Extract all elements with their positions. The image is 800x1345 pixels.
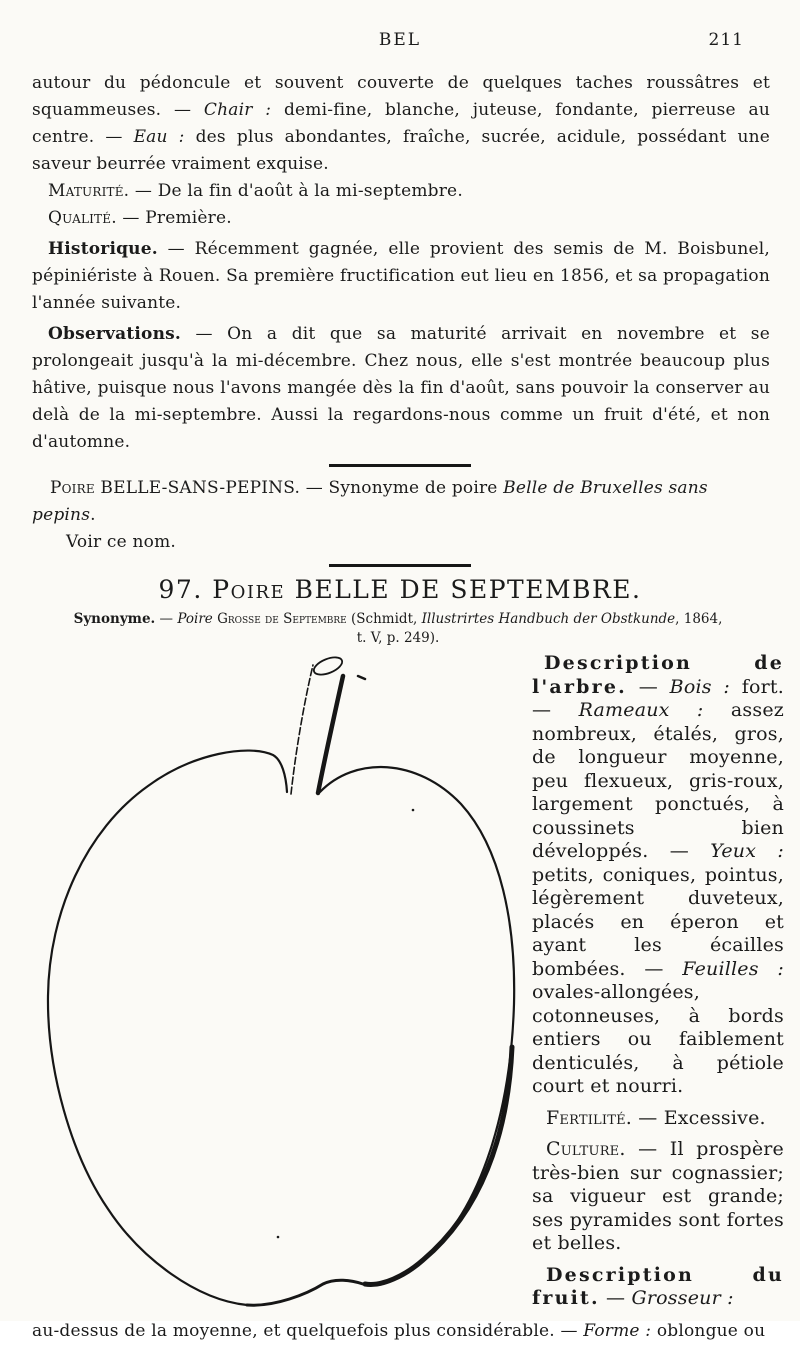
cross-reference-see-note: Voir ce nom.: [66, 532, 177, 552]
synonym-line-1: Synonyme. — Poire Grosse de Septembre (Schmidt, Illustrirtes Handbuch der Obstkunde, 1864,: [73, 611, 723, 627]
paragraph-fruit-continuation: autour du pédoncule et souvent couverte de quelques taches roussâtres et squammeuses. — Chair : demi-fine, blanche, juteuse, fondante, pierreuse au centre. — Eau : des plus abondantes, fraîche, sucrée, acidule, possédant une saveur beurrée vraiment exquise.: [32, 73, 771, 174]
paragraph-historique: Historique. — Récemment gagnée, elle provient des semis de M. Boisbunel, pépiniériste à Rouen. Sa première fructification eut lieu en 1856, et sa propagation l'année suivante.: [32, 239, 770, 313]
figure-and-text-columns: [25, 652, 800, 1314]
page-header: [0, 0, 800, 50]
running-title: BEL: [378, 30, 422, 50]
paragraph-observations: Observations. — On a dit que sa maturité arrivait en novembre et se prolongeait jusqu'à la mi-décembre. Chez nous, elle s'est montrée beaucoup plus hâtive, puisque nous l'avons mangée dès la fin d'août, sans pouvoir la conserver au delà de la mi-septembre. Aussi la regardons-nous comme un fruit d'été, et non d'automne.: [32, 324, 770, 452]
pear-figure: [25, 652, 530, 1314]
stem-right-edge: [318, 676, 343, 793]
paragraph-fruit-description: Description du fruit. — Grosseur :: [532, 1263, 784, 1309]
pear-shade-stroke: [365, 1047, 512, 1284]
paragraph-bottom-line: au-dessus de la moyenne, et quelquefois plus considérable. — Forme : oblongue ou: [32, 1321, 766, 1341]
right-text-column: [530, 652, 784, 1314]
page-number: 211: [708, 30, 744, 50]
cross-reference-line: Poire BELLE-SANS-PEPINS. — Synonyme de poire Belle de Bruxelles sans pepins.: [32, 478, 708, 525]
paragraph-tree-description: Description de l'arbre. — Bois : fort. — Rameaux : assez nombreux, étalés, gros, de longueur moyenne, peu flexueux, gris-roux, largement ponctués, à coussinets bien développés. — Yeux : petits, coniques, pointus, légèrement duveteux, placés en éperon et ayant les écailles bombées. — Feuilles : ovales-allongées, cotonneuses, à bords entiers ou faiblement denticulés, à pétiole court et nourri.: [532, 652, 785, 1097]
scan-speck-dot: [412, 809, 415, 812]
paragraph-maturite: Maturité. — De la fin d'août à la mi-septembre.: [48, 181, 463, 201]
section-divider-2: [329, 564, 471, 567]
scan-speck-dot: [277, 1236, 280, 1239]
section-divider-1: [329, 464, 471, 467]
paragraph-fertilite: Fertilité. — Excessive.: [546, 1106, 766, 1129]
paragraph-qualite: Qualité. — Première.: [48, 208, 232, 228]
pear-line-drawing: [25, 652, 530, 1314]
synonym-line-2: t. V, p. 249).: [356, 630, 440, 646]
paragraph-culture: Culture. — Il prospère très-bien sur cognassier; sa vigueur est grande; ses pyramides sont fortes et belles.: [532, 1138, 784, 1254]
pear-bottom-notch-stroke: [247, 1280, 363, 1305]
stem-fleck: [358, 676, 365, 679]
pear-body-outline: [48, 751, 514, 1306]
article-heading: 97. Poire BELLE DE SEPTEMBRE.: [158, 575, 642, 604]
stem-left-edge: [291, 665, 313, 794]
stem-top-cap: [311, 654, 344, 678]
